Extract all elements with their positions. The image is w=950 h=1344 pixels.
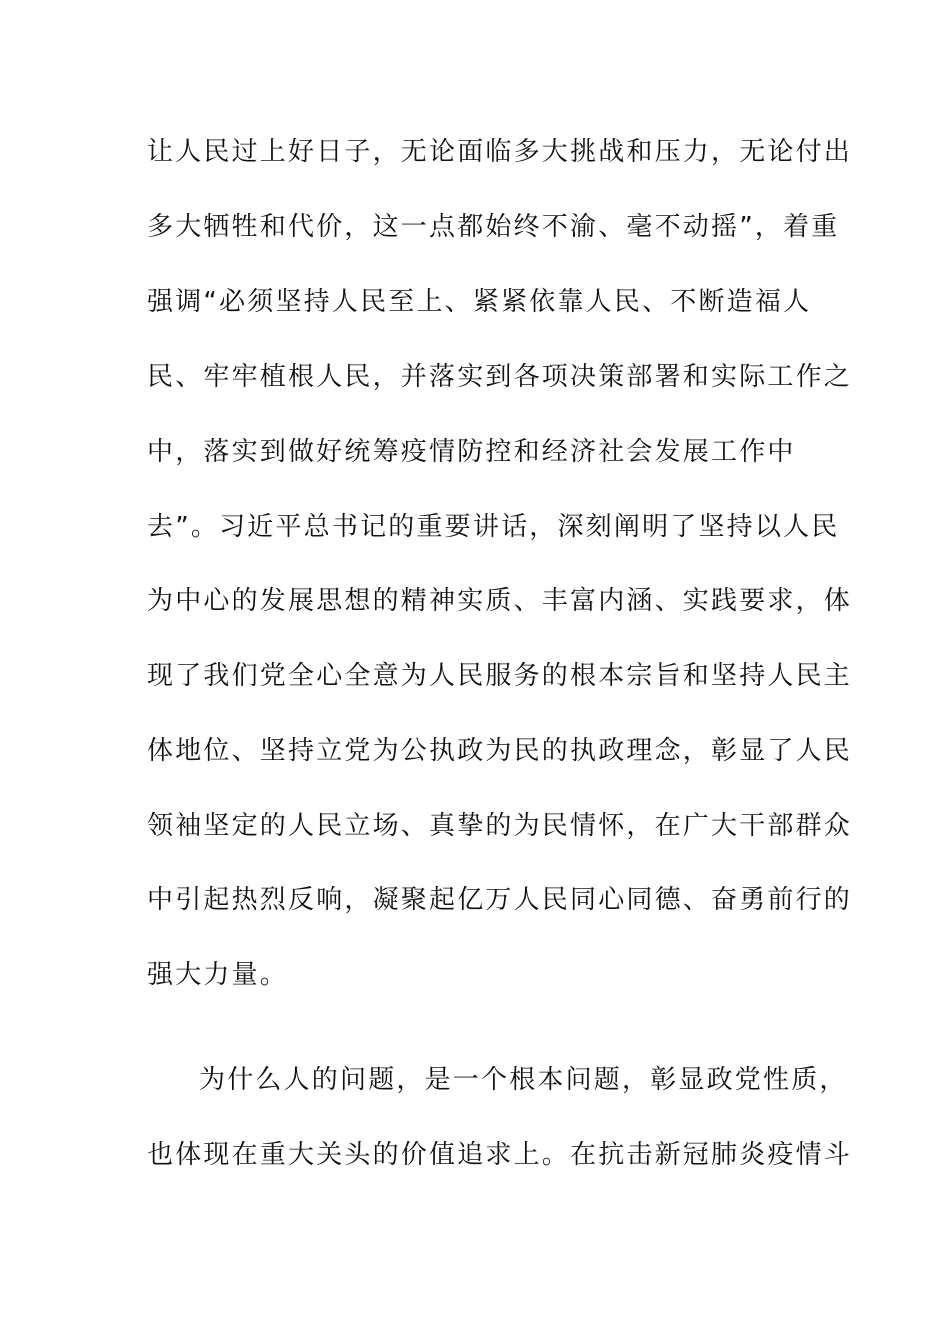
paragraph-line: 民、牢牢植根人民，并落实到各项决策部署和实际工作之 <box>147 362 853 392</box>
paragraph-line: 让人民过上好日子，无论面临多大挑战和压力，无论付出 <box>147 137 853 167</box>
paragraph-line: 为中心的发展思想的精神实质、丰富内涵、实践要求，体 <box>147 586 853 616</box>
paragraph-line: 现了我们党全心全意为人民服务的根本宗旨和坚持人民主 <box>147 661 853 691</box>
paragraph-line: 也体现在重大关头的价值追求上。在抗击新冠肺炎疫情斗 <box>147 1140 853 1170</box>
paragraph-line: 强大力量。 <box>147 960 289 990</box>
paragraph-line: 中引起热烈反响，凝聚起亿万人民同心同德、奋勇前行的 <box>147 885 853 915</box>
paragraph-line: 去”。习近平总书记的重要讲话，深刻阐明了坚持以人民 <box>147 512 840 542</box>
paragraph-line: 体地位、坚持立党为公执政为民的执政理念，彰显了人民 <box>147 736 853 766</box>
paragraph-line: 为什么人的问题，是一个根本问题，彰显政党性质， <box>199 1065 848 1095</box>
paragraph-line: 中，落实到做好统筹疫情防控和经济社会发展工作中 <box>147 437 796 467</box>
paragraph-line: 多大牺牲和代价，这一点都始终不渝、毫不动摇”，着重 <box>147 212 840 242</box>
paragraph-line: 强调“必须坚持人民至上、紧紧依靠人民、不断造福人 <box>147 287 812 317</box>
paragraph-line: 领袖坚定的人民立场、真挚的为民情怀，在广大干部群众 <box>147 811 853 841</box>
